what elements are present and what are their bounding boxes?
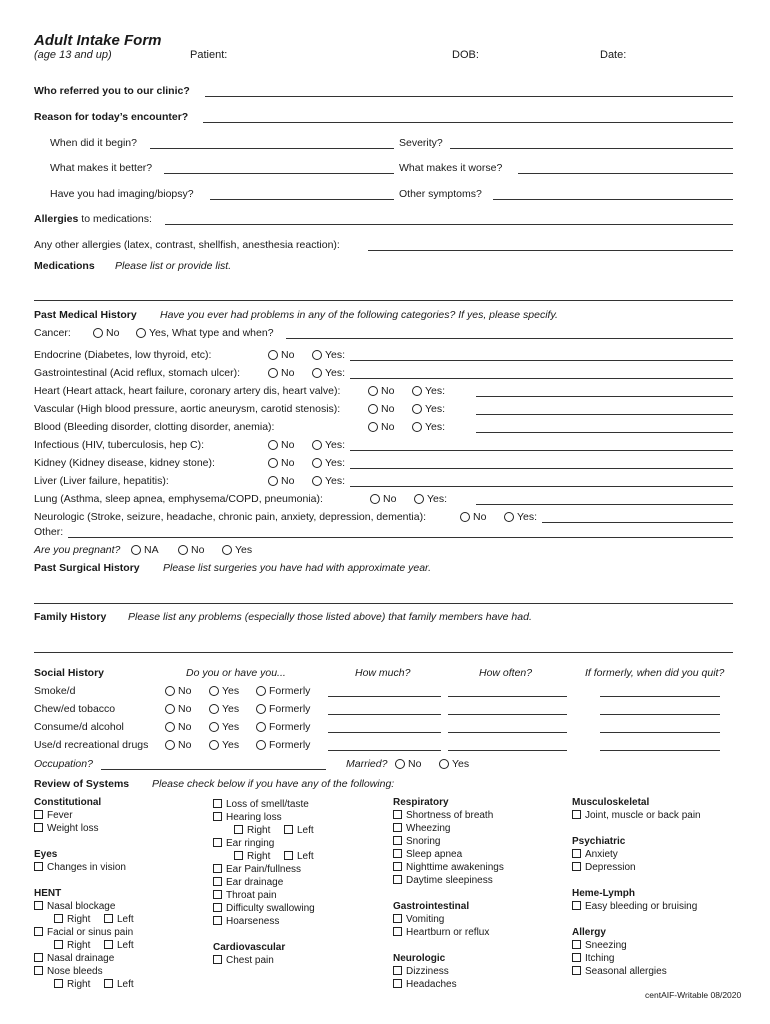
social-no-radio[interactable]: No (165, 703, 191, 715)
radio-circle (368, 422, 378, 432)
medications-field[interactable] (34, 300, 733, 301)
ros-left-checkbox[interactable]: Left (104, 914, 134, 925)
allergies-label: Allergies to medications: (34, 213, 152, 225)
pmh-no-radio[interactable]: No (368, 421, 394, 433)
medications-note: Please list or provide list. (115, 260, 232, 272)
checkbox-square (393, 810, 402, 819)
pmh-row-label: Liver (Liver failure, hepatitis): (34, 475, 169, 487)
ros-loss-smell-checkbox[interactable]: Loss of smell/taste (213, 799, 309, 810)
radio-circle (268, 368, 278, 378)
radio-circle (209, 686, 219, 696)
social-yes-radio[interactable]: Yes (209, 703, 239, 715)
pmh-heading: Past Medical History (34, 309, 137, 321)
ros-daytime-sleepiness-checkbox[interactable]: Daytime sleepiness (393, 875, 493, 886)
ros-nighttime-awakenings-checkbox[interactable]: Nighttime awakenings (393, 862, 504, 873)
pmh-yes-radio[interactable]: Yes: (312, 457, 345, 469)
ros-ear-pain-checkbox[interactable]: Ear Pain/fullness (213, 864, 301, 875)
pmh-yes-radio[interactable]: Yes: (412, 421, 445, 433)
pmh-no-radio[interactable]: No (268, 367, 294, 379)
ros-nose-bleeds-checkbox[interactable]: Nose bleeds (34, 966, 103, 977)
ros-nasal-drainage-checkbox[interactable]: Nasal drainage (34, 953, 114, 964)
imaging-field[interactable] (210, 199, 394, 200)
social-col-quit: If formerly, when did you quit? (585, 667, 725, 679)
ros-anxiety-checkbox[interactable]: Anxiety (572, 849, 618, 860)
radio-circle (268, 458, 278, 468)
patient-label: Patient: (190, 49, 228, 61)
other-field[interactable] (68, 537, 733, 538)
social-heading: Social History (34, 667, 105, 679)
pmh-no-radio[interactable]: No (368, 385, 394, 397)
form-subtitle: (age 13 and up) (34, 49, 112, 61)
ros-fever-checkbox[interactable]: Fever (34, 810, 73, 821)
pmh-no-radio[interactable]: No (460, 511, 486, 523)
radio-circle (209, 704, 219, 714)
checkbox-square (393, 914, 402, 923)
reason-field[interactable] (203, 122, 733, 123)
radio-circle (312, 476, 322, 486)
checkbox-square (34, 927, 43, 936)
social-formerly-radio[interactable]: Formerly (256, 739, 310, 751)
pmh-yes-radio[interactable]: Yes: (312, 367, 345, 379)
social-row-label: Smoke/d (34, 685, 76, 697)
ros-hoarseness-checkbox[interactable]: Hoarseness (213, 916, 279, 927)
social-row-label: Use/d recreational drugs (34, 739, 149, 751)
social-often-field[interactable] (448, 714, 567, 715)
pmh-row-label: Vascular (High blood pressure, aortic aneurysm, carotid stenosis): (34, 403, 341, 415)
radio-circle (136, 328, 146, 338)
checkbox-square (54, 914, 63, 923)
pmh-no-radio[interactable]: No (370, 493, 396, 505)
severity-field[interactable] (450, 148, 733, 149)
checkbox-square (572, 953, 581, 962)
pmh-yes-field[interactable] (350, 450, 733, 451)
cancer-label: Cancer: (34, 327, 71, 339)
radio-circle (209, 740, 219, 750)
radio-circle (268, 476, 278, 486)
ros-right-checkbox[interactable]: Right (54, 914, 90, 925)
ros-left-checkbox[interactable]: Left (284, 851, 314, 862)
referred-label: Who referred you to our clinic? (34, 85, 190, 97)
psh-field[interactable] (34, 603, 733, 604)
pmh-row-label: Heart (Heart attack, heart failure, coronary artery dis, heart valve): (34, 385, 341, 397)
checkbox-square (213, 955, 222, 964)
pmh-yes-radio[interactable]: Yes: (412, 403, 445, 415)
pmh-yes-field[interactable] (476, 432, 733, 433)
ros-sneezing-checkbox[interactable]: Sneezing (572, 940, 627, 951)
social-yes-radio[interactable]: Yes (209, 739, 239, 751)
other-allergies-field[interactable] (368, 250, 733, 251)
checkbox-square (213, 864, 222, 873)
checkbox-square (34, 953, 43, 962)
pmh-row-label: Endocrine (Diabetes, low thyroid, etc): (34, 349, 212, 361)
radio-circle (93, 328, 103, 338)
pmh-no-radio[interactable]: No (268, 457, 294, 469)
pmh-yes-radio[interactable]: Yes: (504, 511, 537, 523)
pregnant-label: Are you pregnant? (34, 544, 121, 556)
pmh-row-label: Infectious (HIV, tuberculosis, hep C): (34, 439, 205, 451)
ros-right-checkbox[interactable]: Right (234, 851, 270, 862)
ros-throat-pain-checkbox[interactable]: Throat pain (213, 890, 277, 901)
occupation-label: Occupation? (34, 758, 93, 770)
other-label: Other: (34, 526, 64, 538)
ros-left-checkbox[interactable]: Left (104, 940, 134, 951)
pmh-row-label: Neurologic (Stroke, seizure, headache, chronic pain, anxiety, depression, dementia): (34, 511, 427, 523)
checkbox-square (54, 940, 63, 949)
checkbox-square (213, 838, 222, 847)
ros-left-checkbox[interactable]: Left (104, 979, 134, 990)
ros-left-checkbox[interactable]: Left (284, 825, 314, 836)
pmh-no-radio[interactable]: No (268, 439, 294, 451)
ros-changes-vision-checkbox[interactable]: Changes in vision (34, 862, 126, 873)
social-often-field[interactable] (448, 696, 567, 697)
ros-seasonal-checkbox[interactable]: Seasonal allergies (572, 966, 667, 977)
pmh-yes-radio[interactable]: Yes: (312, 475, 345, 487)
referred-field[interactable] (205, 96, 733, 97)
social-row-label: Consume/d alcohol (34, 721, 124, 733)
checkbox-square (104, 979, 113, 988)
social-much-field[interactable] (328, 732, 441, 733)
ros-facial-pain-checkbox[interactable]: Facial or sinus pain (34, 927, 133, 938)
ros-itching-checkbox[interactable]: Itching (572, 953, 614, 964)
social-row-label: Chew/ed tobacco (34, 703, 116, 715)
ros-dizziness-checkbox[interactable]: Dizziness (393, 966, 449, 977)
radio-circle (395, 759, 405, 769)
checkbox-square (213, 916, 222, 925)
ros-weight-loss-checkbox[interactable]: Weight loss (34, 823, 99, 834)
checkbox-square (393, 849, 402, 858)
pmh-yes-field[interactable] (476, 504, 733, 505)
radio-circle (414, 494, 424, 504)
reason-label: Reason for today’s encounter? (34, 111, 189, 123)
checkbox-square (393, 823, 402, 832)
radio-circle (412, 386, 422, 396)
checkbox-square (213, 903, 222, 912)
ros-heartburn-checkbox[interactable]: Heartburn or reflux (393, 927, 489, 938)
radio-circle (412, 404, 422, 414)
better-label: What makes it better? (50, 162, 153, 174)
radio-circle (412, 422, 422, 432)
pmh-row-label: Lung (Asthma, sleep apnea, emphysema/COPD, pneumonia): (34, 493, 323, 505)
radio-circle (165, 704, 175, 714)
psh-note: Please list surgeries you have had with approximate year. (163, 562, 432, 574)
pregnant-no-radio[interactable]: No (178, 544, 204, 556)
checkbox-square (572, 849, 581, 858)
worse-label: What makes it worse? (399, 162, 503, 174)
ros-note: Please check below if you have any of the following: (152, 778, 395, 790)
checkbox-square (284, 825, 293, 834)
checkbox-square (34, 810, 43, 819)
checkbox-square (104, 914, 113, 923)
radio-circle (370, 494, 380, 504)
social-no-radio[interactable]: No (165, 739, 191, 751)
radio-circle (312, 350, 322, 360)
social-much-field[interactable] (328, 696, 441, 697)
ros-constitutional-heading: Constitutional (34, 797, 102, 808)
ros-musculoskeletal-heading: Musculoskeletal (572, 797, 650, 808)
checkbox-square (213, 799, 222, 808)
radio-circle (460, 512, 470, 522)
radio-circle (256, 740, 266, 750)
checkbox-square (393, 979, 402, 988)
ros-gastrointestinal-heading: Gastrointestinal (393, 901, 470, 912)
pmh-yes-radio[interactable]: Yes: (312, 349, 345, 361)
radio-circle (165, 740, 175, 750)
radio-circle (256, 686, 266, 696)
social-quit-field[interactable] (600, 696, 720, 697)
radio-circle (209, 722, 219, 732)
checkbox-square (572, 940, 581, 949)
social-formerly-radio[interactable]: Formerly (256, 721, 310, 733)
pmh-yes-field[interactable] (542, 522, 733, 523)
checkbox-square (572, 901, 581, 910)
other-allergies-label: Any other allergies (latex, contrast, shellfish, anesthesia reaction): (34, 239, 340, 251)
social-formerly-radio[interactable]: Formerly (256, 703, 310, 715)
pregnant-na-radio[interactable]: NA (131, 544, 159, 556)
checkbox-square (34, 901, 43, 910)
radio-circle (312, 458, 322, 468)
social-no-radio[interactable]: No (165, 685, 191, 697)
checkbox-square (393, 836, 402, 845)
social-col-do: Do you or have you... (186, 667, 286, 679)
family-heading: Family History (34, 611, 107, 623)
when-begin-field[interactable] (150, 148, 394, 149)
radio-circle (165, 722, 175, 732)
ros-vomiting-checkbox[interactable]: Vomiting (393, 914, 444, 925)
ros-respiratory-heading: Respiratory (393, 797, 449, 808)
social-col-often: How often? (479, 667, 533, 679)
checkbox-square (104, 940, 113, 949)
pmh-yes-radio[interactable]: Yes: (414, 493, 447, 505)
social-much-field[interactable] (328, 714, 441, 715)
radio-circle (312, 440, 322, 450)
married-no-radio[interactable]: No (395, 758, 421, 770)
ros-bleeding-checkbox[interactable]: Easy bleeding or bruising (572, 901, 697, 912)
radio-circle (504, 512, 514, 522)
cancer-field[interactable] (286, 338, 733, 339)
pregnant-yes-radio[interactable]: Yes (222, 544, 252, 556)
ros-neurologic-heading: Neurologic (393, 953, 446, 964)
pmh-no-radio[interactable]: No (268, 349, 294, 361)
allergies-field[interactable] (165, 224, 733, 225)
ros-ear-ringing-checkbox[interactable]: Ear ringing (213, 838, 274, 849)
ros-nasal-blockage-checkbox[interactable]: Nasal blockage (34, 901, 115, 912)
ros-psychiatric-heading: Psychiatric (572, 836, 626, 847)
cancer-yes-radio[interactable]: Yes, What type and when? (136, 327, 274, 339)
social-quit-field[interactable] (600, 750, 720, 751)
when-begin-label: When did it begin? (50, 137, 137, 149)
checkbox-square (54, 979, 63, 988)
social-much-field[interactable] (328, 750, 441, 751)
married-label: Married? (346, 758, 388, 770)
ros-right-checkbox[interactable]: Right (54, 940, 90, 951)
ros-wheezing-checkbox[interactable]: Wheezing (393, 823, 450, 834)
social-quit-field[interactable] (600, 714, 720, 715)
social-no-radio[interactable]: No (165, 721, 191, 733)
checkbox-square (393, 966, 402, 975)
ros-headaches-checkbox[interactable]: Headaches (393, 979, 457, 990)
radio-circle (368, 404, 378, 414)
ros-chest-pain-checkbox[interactable]: Chest pain (213, 955, 274, 966)
checkbox-square (34, 966, 43, 975)
social-yes-radio[interactable]: Yes (209, 721, 239, 733)
ros-hent-heading: HENT (34, 888, 62, 899)
pmh-no-radio[interactable]: No (368, 403, 394, 415)
checkbox-square (572, 966, 581, 975)
checkbox-square (213, 890, 222, 899)
radio-circle (439, 759, 449, 769)
checkbox-square (572, 862, 581, 871)
ros-snoring-checkbox[interactable]: Snoring (393, 836, 440, 847)
severity-label: Severity? (399, 137, 443, 149)
pmh-yes-field[interactable] (476, 396, 733, 397)
form-title: Adult Intake Form (34, 32, 162, 49)
pmh-row-label: Gastrointestinal (Acid reflux, stomach ulcer): (34, 367, 240, 379)
ros-depression-checkbox[interactable]: Depression (572, 862, 636, 873)
social-formerly-radio[interactable]: Formerly (256, 685, 310, 697)
ros-heading: Review of Systems (34, 778, 130, 790)
pmh-yes-radio[interactable]: Yes: (412, 385, 445, 397)
pmh-yes-field[interactable] (350, 486, 733, 487)
radio-circle (368, 386, 378, 396)
radio-circle (268, 350, 278, 360)
pmh-yes-field[interactable] (350, 378, 733, 379)
radio-circle (222, 545, 232, 555)
checkbox-square (393, 862, 402, 871)
checkbox-square (34, 823, 43, 832)
worse-field[interactable] (518, 173, 733, 174)
radio-circle (312, 368, 322, 378)
radio-circle (256, 722, 266, 732)
social-often-field[interactable] (448, 732, 567, 733)
ros-allergy-heading: Allergy (572, 927, 606, 938)
checkbox-square (393, 875, 402, 884)
ros-heme-lymph-heading: Heme-Lymph (572, 888, 635, 899)
ros-joint-pain-checkbox[interactable]: Joint, muscle or back pain (572, 810, 701, 821)
ros-eyes-heading: Eyes (34, 849, 58, 860)
ros-difficulty-swallowing-checkbox[interactable]: Difficulty swallowing (213, 903, 315, 914)
pmh-row-label: Blood (Bleeding disorder, clotting disorder, anemia): (34, 421, 275, 433)
pmh-note: Have you ever had problems in any of the following categories? If yes, please specify. (160, 309, 558, 321)
cancer-no-radio[interactable]: No (93, 327, 119, 339)
date-label: Date: (600, 49, 627, 61)
pmh-yes-field[interactable] (350, 468, 733, 469)
family-field[interactable] (34, 652, 733, 653)
ros-right-checkbox[interactable]: Right (54, 979, 90, 990)
other-symptoms-label: Other symptoms? (399, 188, 482, 200)
checkbox-square (393, 927, 402, 936)
pmh-yes-field[interactable] (476, 414, 733, 415)
ros-cardiovascular-heading: Cardiovascular (213, 942, 286, 953)
ros-hearing-loss-checkbox[interactable]: Hearing loss (213, 812, 282, 823)
medications-label: Medications (34, 260, 95, 272)
pmh-no-radio[interactable]: No (268, 475, 294, 487)
pmh-yes-radio[interactable]: Yes: (312, 439, 345, 451)
checkbox-square (284, 851, 293, 860)
dob-label: DOB: (452, 49, 479, 61)
radio-circle (178, 545, 188, 555)
checkbox-square (213, 877, 222, 886)
radio-circle (268, 440, 278, 450)
ros-ear-drainage-checkbox[interactable]: Ear drainage (213, 877, 283, 888)
pmh-yes-field[interactable] (350, 360, 733, 361)
radio-circle (131, 545, 141, 555)
checkbox-square (572, 810, 581, 819)
family-note: Please list any problems (especially those listed above) that family members have had. (128, 611, 532, 623)
social-yes-radio[interactable]: Yes (209, 685, 239, 697)
occupation-field[interactable] (101, 769, 326, 770)
checkbox-square (234, 851, 243, 860)
other-symptoms-field[interactable] (493, 199, 733, 200)
ros-right-checkbox[interactable]: Right (234, 825, 270, 836)
better-field[interactable] (164, 173, 394, 174)
social-often-field[interactable] (448, 750, 567, 751)
social-col-much: How much? (355, 667, 411, 679)
ros-sleep-apnea-checkbox[interactable]: Sleep apnea (393, 849, 462, 860)
checkbox-square (213, 812, 222, 821)
psh-heading: Past Surgical History (34, 562, 140, 574)
checkbox-square (34, 862, 43, 871)
pmh-row-label: Kidney (Kidney disease, kidney stone): (34, 457, 215, 469)
imaging-label: Have you had imaging/biopsy? (50, 188, 194, 200)
ros-shortness-breath-checkbox[interactable]: Shortness of breath (393, 810, 493, 821)
radio-circle (165, 686, 175, 696)
checkbox-square (234, 825, 243, 834)
social-quit-field[interactable] (600, 732, 720, 733)
footer-code: centAIF-Writable 08/2020 (645, 990, 742, 1000)
radio-circle (256, 704, 266, 714)
married-yes-radio[interactable]: Yes (439, 758, 469, 770)
